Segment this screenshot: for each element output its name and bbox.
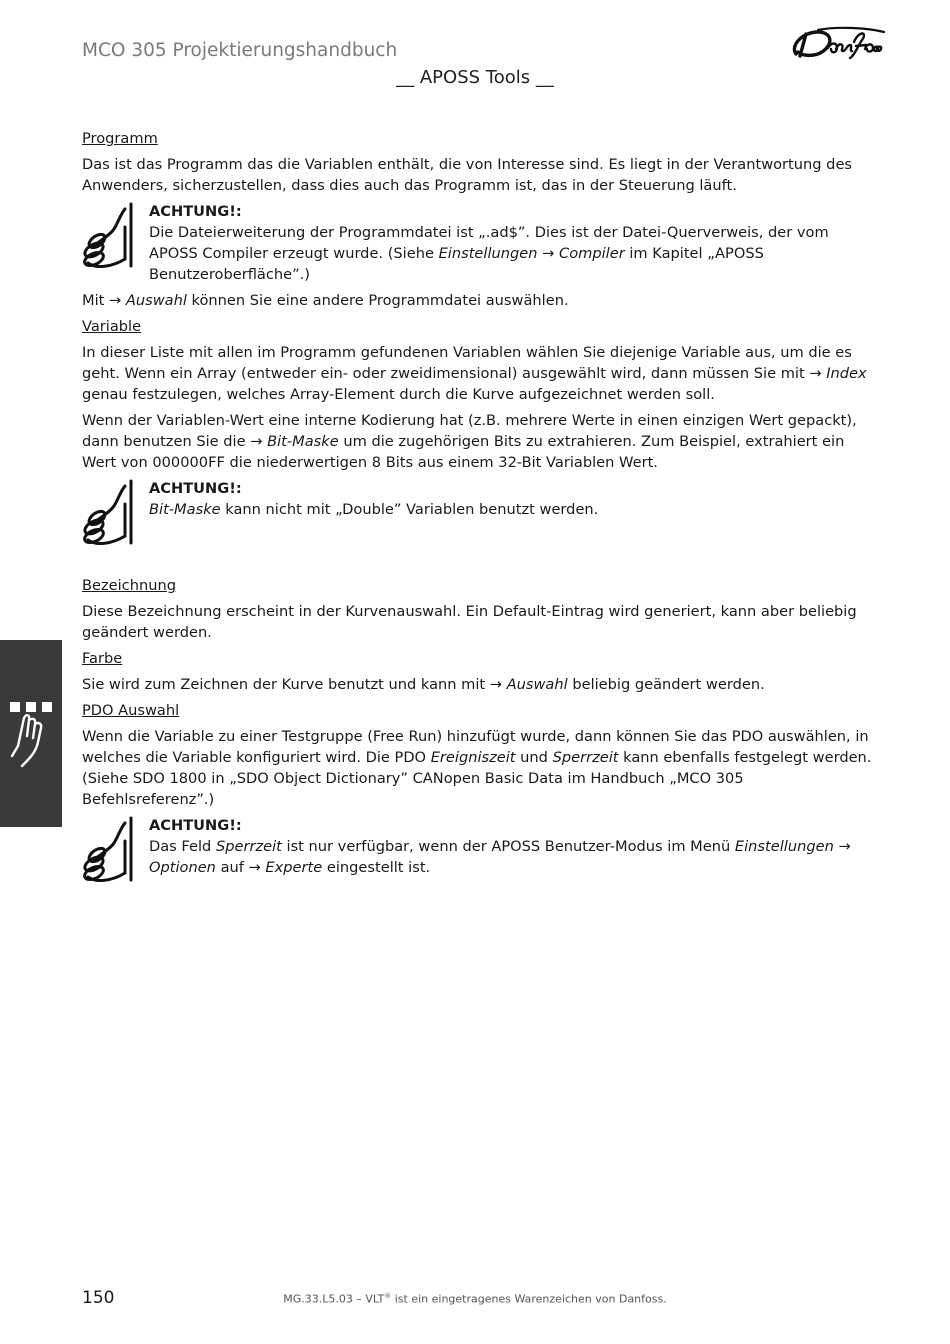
heading-farbe: Farbe [82, 650, 123, 667]
programm-auswahl-paragraph: Mit → Auswahl können Sie eine andere Programmdatei auswählen. [82, 292, 569, 309]
pdo-paragraph: Wenn die Variable zu einer Testgruppe (Free Run) hinzufügt wurde, dann können Sie das PDO auswählen, in welches die Variable konfiguriert wird. Die PDO Ereigniszeit und Sperrzeit kann ebenfalls festgelegt werden. (Siehe SDO 1800 in „SDO Object Dictionary” CANopen Basic Data im Handbuch „MCO 305 Befehlsreferenz”.) [82, 728, 872, 808]
note-text: Bit-Maske kann nicht mit „Double” Variablen benutzt werden. [149, 501, 599, 518]
footer-text: MG.33.L5.03 – VLT® ist ein eingetragenes Warenzeichen von Danfoss. [283, 1292, 667, 1306]
pointing-hand-icon [82, 815, 136, 883]
bezeichnung-paragraph: Diese Bezeichnung erscheint in der Kurvenauswahl. Ein Default-Eintrag wird generiert, kann aber beliebig geändert werden. [82, 603, 857, 641]
note-text: Das Feld Sperrzeit ist nur verfügbar, wenn der APOSS Benutzer-Modus im Menü Einstellungen → Optionen auf → Experte eingestellt ist. [149, 838, 851, 876]
chapter-side-tab [0, 640, 62, 827]
heading-pdo-auswahl: PDO Auswahl [82, 702, 180, 719]
note-sperrzeit [82, 815, 872, 881]
section-title: __ APOSS Tools __ [396, 67, 554, 88]
pointing-hand-icon [82, 201, 136, 269]
variable-paragraph-1: In dieser Liste mit allen im Programm gefundenen Variablen wählen Sie diejenige Variable aus, um die es geht. Wenn ein Array (entweder ein- oder zweidimensional) ausgewählt wird, dann müssen Sie mit → Index genau festzulegen, welches Array-Element durch die Kurve aufgezeichnet werden soll. [82, 344, 867, 403]
page-content [82, 128, 872, 886]
heading-variable: Variable [82, 318, 142, 335]
variable-paragraph-2: Wenn der Variablen-Wert eine interne Kodierung hat (z.B. mehrere Werte in einen einzigen Wert gepackt), dann benutzen Sie die → Bit-Maske um die zugehörigen Bits zu extrahieren. Zum Beispiel, extrahiert ein Wert von 000000FF die niederwertigen 8 Bits aus einem 32-Bit Variablen Wert. [82, 412, 857, 471]
note-title: ACHTUNG!: [149, 817, 242, 834]
document-title: MCO 305 Projektierungshandbuch [82, 40, 398, 61]
pointing-hand-icon [82, 478, 136, 546]
page-number: 150 [82, 1288, 115, 1308]
heading-programm: Programm [82, 130, 158, 147]
note-text: Die Dateierweiterung der Programmdatei ist „.ad$”. Dies ist der Datei-Querverweis, der vom APOSS Compiler erzeugt wurde. (Siehe Einstellungen → Compiler im Kapitel „APOSS Benutzeroberfläche”.) [149, 224, 829, 283]
note-title: ACHTUNG!: [149, 480, 242, 497]
hand-keyboard-icon [8, 696, 56, 774]
note-bitmaske [82, 478, 872, 544]
note-title: ACHTUNG!: [149, 203, 242, 220]
heading-bezeichnung: Bezeichnung [82, 577, 176, 594]
programm-paragraph: Das ist das Programm das die Variablen enthält, die von Interesse sind. Es liegt in der Verantwortung des Anwenders, sicherzustellen, dass dies auch das Programm ist, das in der Steuerung läuft. [82, 156, 853, 194]
note-programm [82, 201, 872, 285]
danfoss-logo-icon [788, 24, 886, 62]
farbe-paragraph: Sie wird zum Zeichnen der Kurve benutzt und kann mit → Auswahl beliebig geändert werden. [82, 676, 765, 693]
